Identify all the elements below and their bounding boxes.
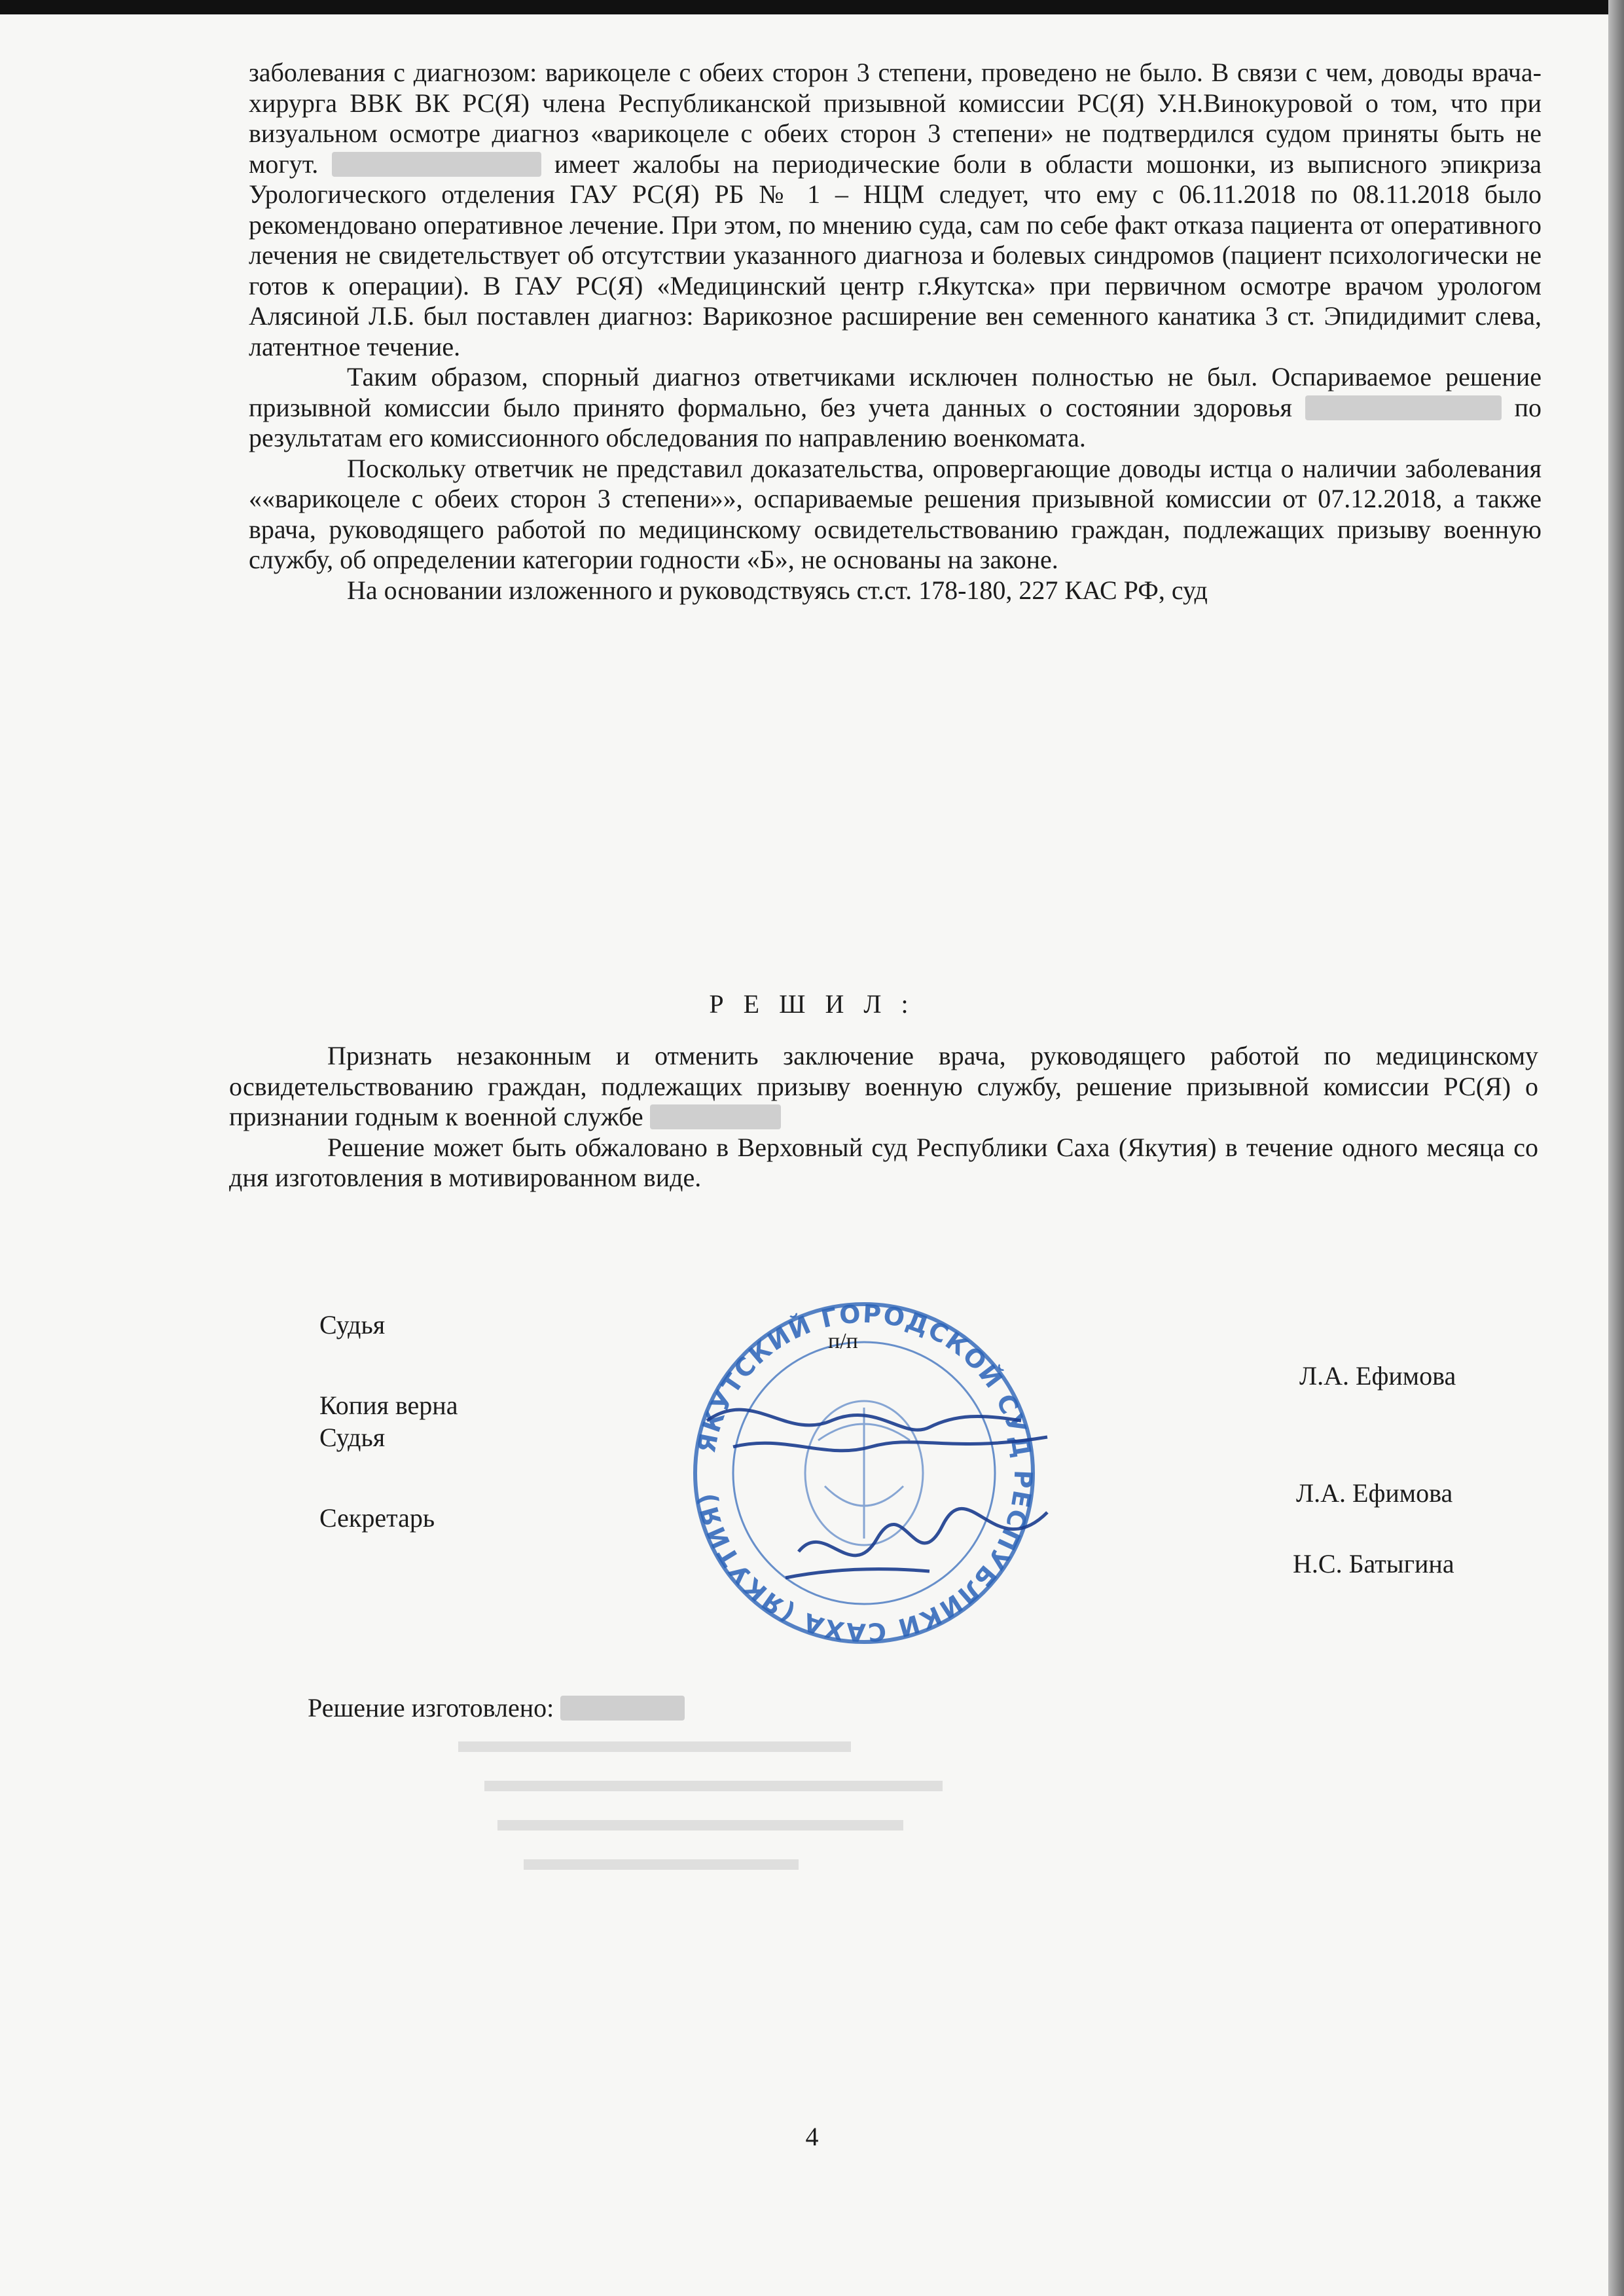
paragraph-1 — [249, 58, 1542, 362]
bleed-through-mark — [524, 1859, 799, 1870]
decision-paragraph-1 — [229, 1041, 1538, 1133]
decision-paragraph-2: Решение может быть обжаловано в Верховный суд Республики Саха (Якутия) в течение одного месяца со дня изготовления в мотивированном виде. — [229, 1132, 1538, 1192]
pp-mark: п/п — [828, 1329, 858, 1353]
bleed-through-mark — [458, 1741, 851, 1752]
decision-paragraph-1-text: Признать незаконным и отменить заключение врача, руководящего работой по медицинскому освидетельствованию граждан, подлежащих призыву военную службу, решение призывной комиссии РС(Я) о признании годным к военной службе — [229, 1041, 1538, 1131]
judge-label-2: Судья — [319, 1423, 386, 1452]
paragraph-2 — [249, 362, 1542, 454]
paragraph-2b-text: по результатам его комиссионного обследования по направлению военкомата. — [249, 392, 1542, 452]
decision-text — [229, 1041, 1538, 1194]
scan-right-edge — [1608, 0, 1624, 2296]
bleed-through-mark — [497, 1820, 903, 1831]
body-text — [249, 58, 1542, 606]
bleed-through-mark — [484, 1781, 943, 1791]
redacted-name — [332, 152, 541, 177]
seal-text: ЯКУТСКИЙ ГОРОДСКОЙ СУД РЕСПУБЛИКИ САХА (ЯКУТИЯ) — [691, 1299, 1038, 1647]
decision-heading: Р Е Ш И Л : — [709, 989, 915, 1019]
paragraph-2a-text: Таким образом, спорный диагноз ответчиками исключен полностью не был. Оспариваемое решение призывной комиссии было принято формально, без учета данных о состоянии здоровья — [249, 362, 1542, 422]
page-number: 4 — [805, 2122, 819, 2151]
paragraph-4: На основании изложенного и руководствуясь ст.ст. 178-180, 227 КАС РФ, суд — [347, 575, 1208, 605]
judge-name-2: Л.А. Ефимова — [1296, 1478, 1453, 1508]
judge-signature-scribble — [707, 1410, 1047, 1451]
made-date-text: Решение изготовлено: — [308, 1693, 554, 1722]
judge-label: Судья — [319, 1310, 386, 1339]
secretary-label: Секретарь — [319, 1503, 435, 1533]
secretary-name: Н.С. Батыгина — [1293, 1549, 1454, 1578]
redacted-name — [650, 1104, 781, 1129]
made-date-label — [308, 1692, 685, 1723]
court-seal-stamp — [655, 1290, 1074, 1656]
judge-name: Л.А. Ефимова — [1299, 1361, 1456, 1391]
redacted-name — [1305, 395, 1502, 420]
paragraph-1-text: заболевания с диагнозом: варикоцеле с обеих сторон 3 степени, проведено не было. В связи с чем, доводы врача-хирурга ВВК ВК РС(Я) члена Республиканской призывной комиссии РС(Я) У.Н.Винокуровой о том, что при визуальном осмотре диагноз «варикоцеле с обеих сторон 3 степени» не подтвердился судом приняты быть не могут. — [249, 58, 1542, 179]
redacted-date — [560, 1696, 685, 1721]
scan-top-border — [0, 0, 1624, 14]
paragraph-1b-text: имеет жалобы на периодические боли в области мошонки, из выписного эпикриза Урологического отделения ГАУ РС(Я) РБ № 1 – НЦМ следует, что ему с 06.11.2018 по 08.11.2018 было рекомендовано оперативное лечение. При этом, по мнению суда, сам по себе факт отказа пациента от оперативного лечения не свидетельствует об отсутствии указанного диагноза и болевых синдромов (пациент психологически не готов к операции). В ГАУ РС(Я) «Медицинский центр г.Якутска» при первичном осмотре врачом урологом Алясиной Л.Б. был поставлен диагноз: Варикозное расширение вен семенного канатика 3 ст. Эпидидимит слева, латентное течение. — [249, 149, 1542, 361]
copy-certified-label: Копия верна — [319, 1391, 458, 1420]
paragraph-3: Поскольку ответчик не представил доказательства, опровергающие доводы истца о наличии заболевания ««варикоцеле с обеих сторон 3 степени»», оспариваемые решения призывной комиссии от 07.12.2018, а также врача, руководящего работой по медицинскому освидетельствованию граждан, подлежащих призыву военную службу, об определении категории годности «Б», не основаны на законе. — [249, 453, 1542, 574]
